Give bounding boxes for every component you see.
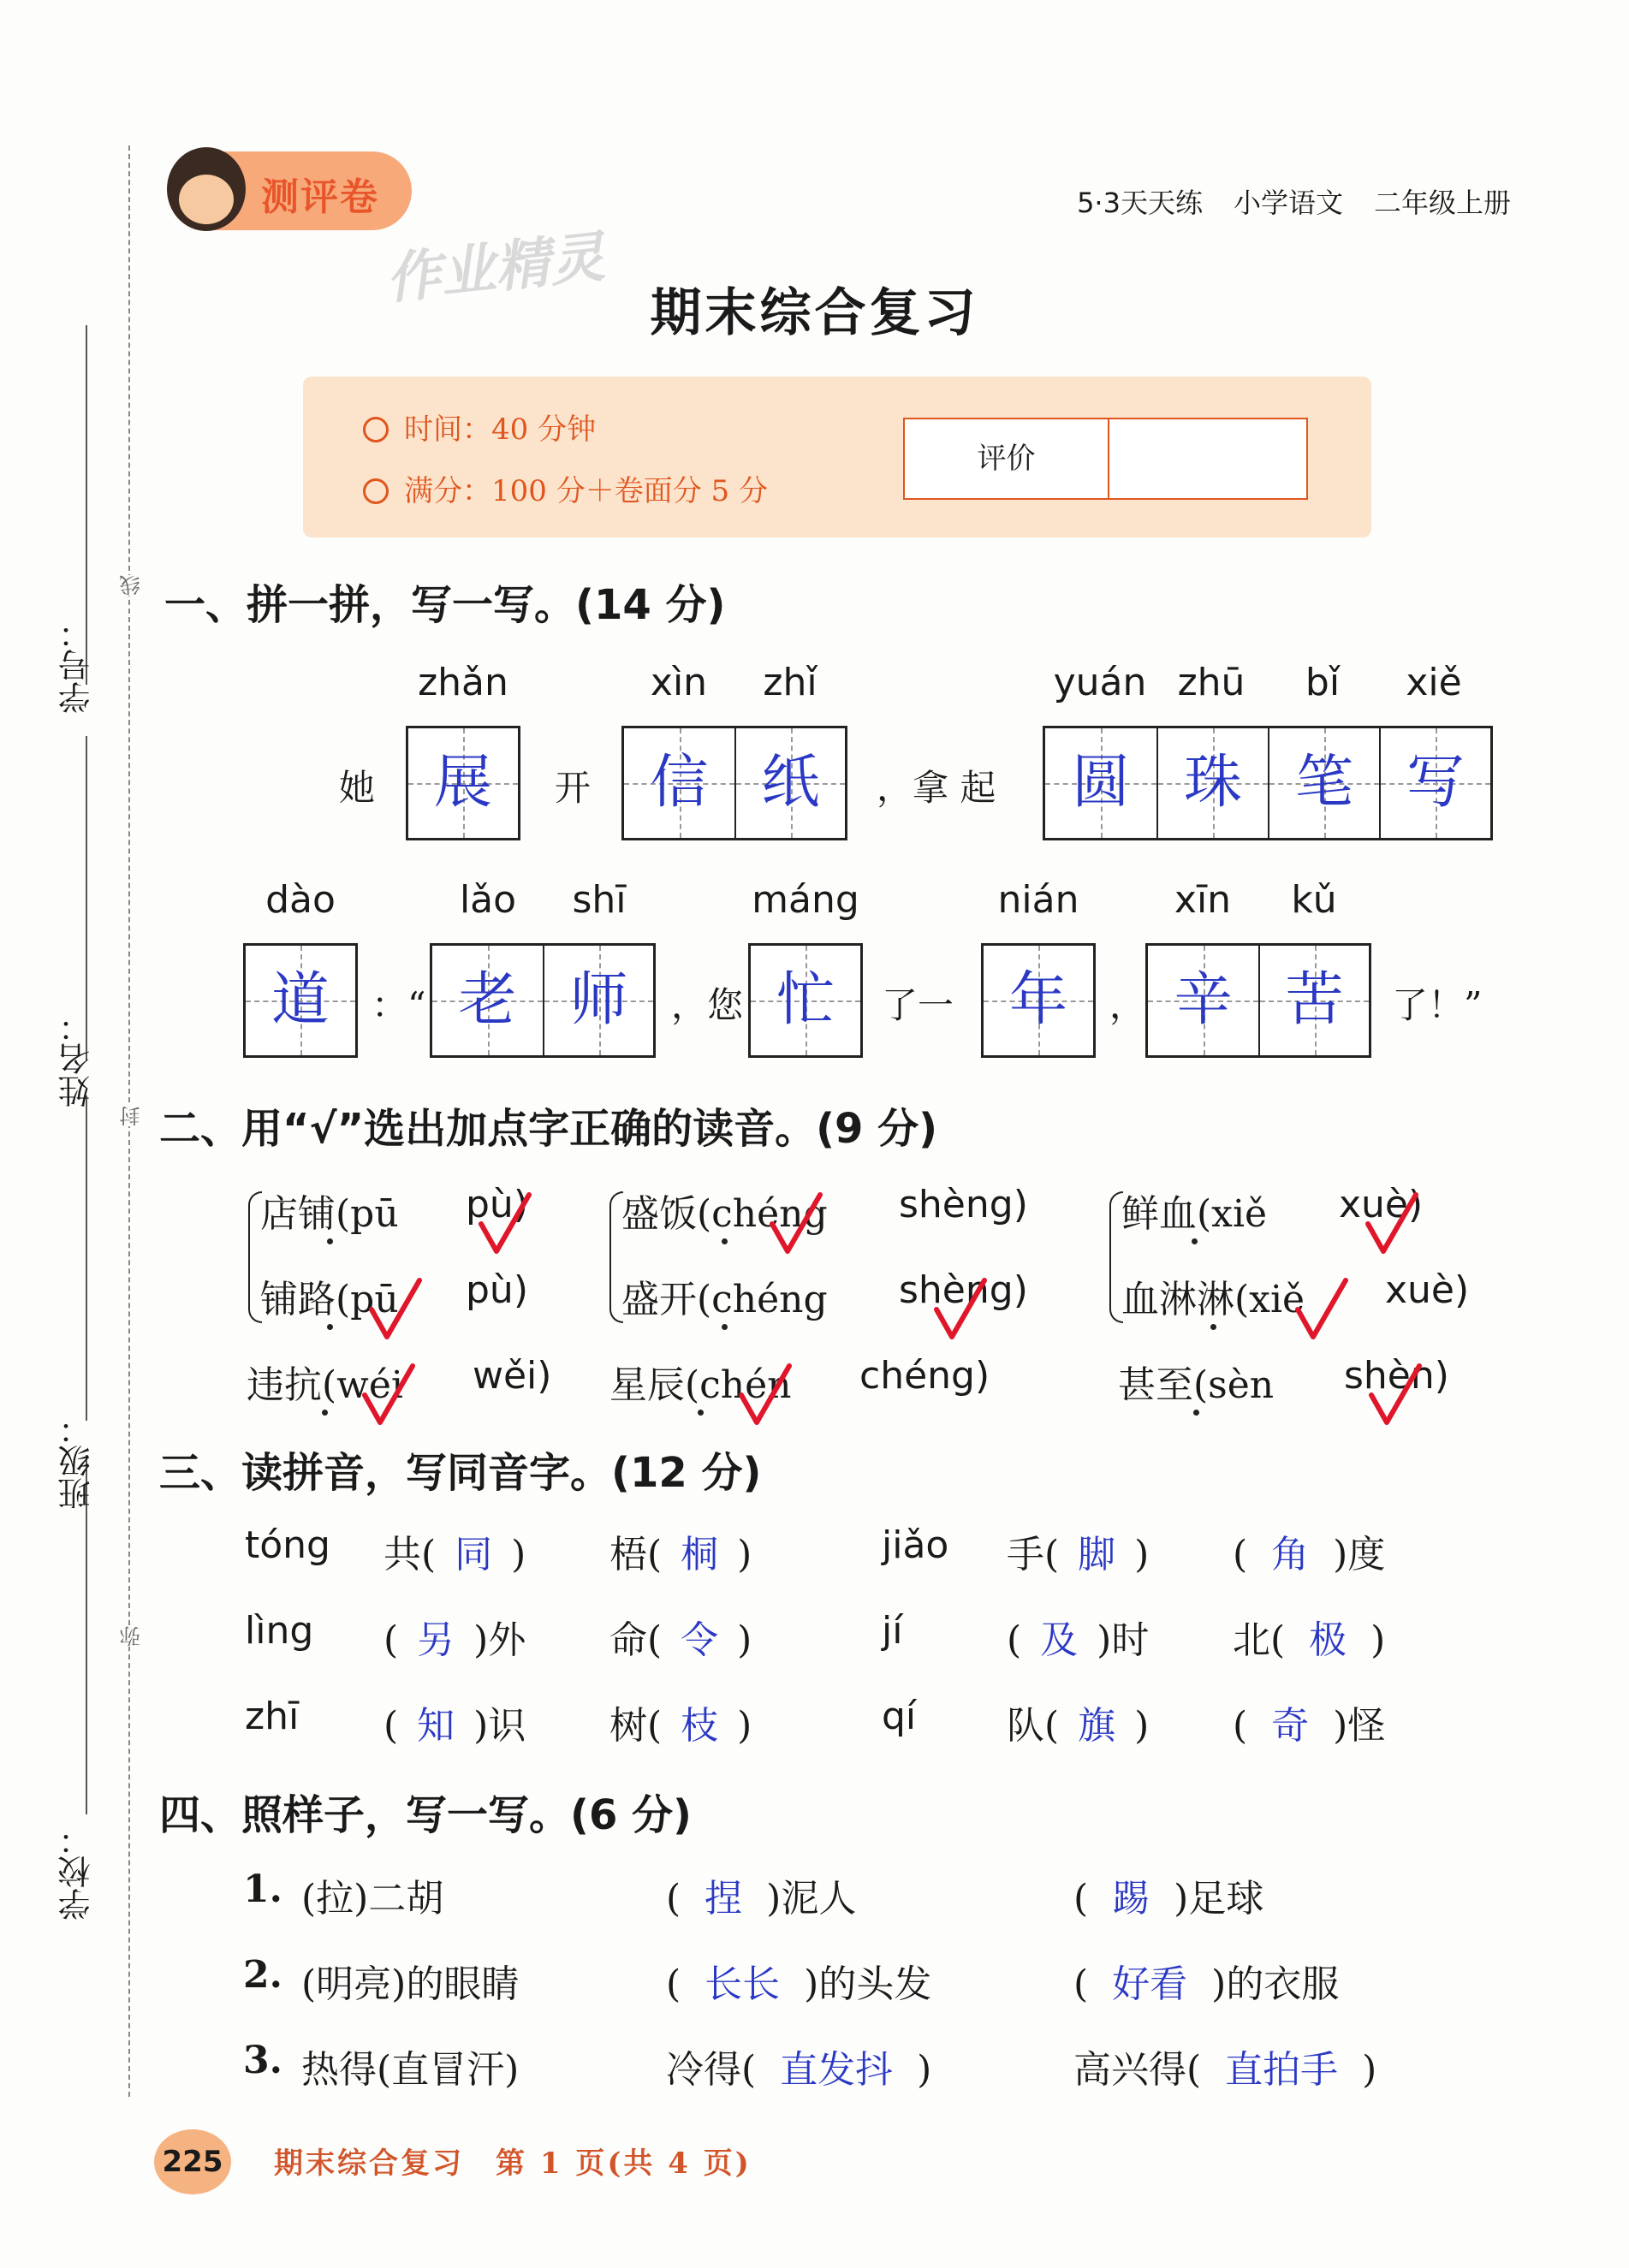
example-phrase: (明亮)的眼睛: [301, 1962, 520, 2006]
fill-phrase: ( 踢 )足球: [1073, 1877, 1264, 1921]
homophone-item: ( 及 )时: [1007, 1618, 1150, 1662]
pinyin: dào: [265, 878, 336, 922]
text: ：“: [372, 984, 426, 1026]
clock-icon: [363, 417, 389, 442]
page-number: 225: [154, 2129, 231, 2194]
reading-option: 血淋淋(xiě: [1121, 1268, 1305, 1323]
fill-phrase: ( 好看 )的衣服: [1073, 1962, 1340, 2006]
fill-phrase: ( 捏 )泥人: [666, 1877, 857, 1921]
writing-grid: [621, 726, 847, 840]
grade-name: 二年级上册: [1373, 187, 1511, 219]
reading-option: chéng): [859, 1354, 990, 1398]
check-mark-icon: [476, 1190, 536, 1258]
answer-cell: 年: [984, 946, 1093, 1055]
fill-phrase: 冷得( 直发抖 ): [666, 2048, 932, 2092]
reading-option: pù): [466, 1183, 528, 1226]
homophone-item: 树( 枝 ): [609, 1704, 752, 1748]
writing-grid: [748, 943, 863, 1058]
reading-option: 盛饭(chéng: [621, 1183, 828, 1238]
pinyin: qí: [882, 1695, 917, 1738]
writing-grid: [243, 943, 358, 1058]
check-mark-icon: [360, 1361, 419, 1429]
answer-cell: 圆: [1045, 728, 1156, 838]
reading-option: 盛开(chéng: [621, 1268, 828, 1323]
text: 开: [555, 767, 592, 809]
homophone-item: 队( 旗 ): [1007, 1704, 1150, 1748]
pinyin: xīn: [1174, 878, 1232, 922]
badge-label: 测评卷: [261, 175, 379, 219]
text: ，拿 起: [877, 767, 996, 809]
pinyin: bǐ: [1305, 661, 1341, 704]
writing-grid: [406, 726, 520, 840]
answer-cell: 信: [624, 728, 734, 838]
check-mark-icon: [1363, 1190, 1423, 1258]
cut-mark-feng: 封: [116, 1106, 146, 1126]
school-label: 学校：: [58, 1823, 96, 1921]
reading-option: shèng): [899, 1268, 1028, 1312]
check-mark-icon: [1293, 1275, 1353, 1344]
pinyin: zhī: [245, 1695, 300, 1738]
pinyin: jiǎo: [882, 1523, 949, 1567]
series-name: 5·3天天练: [1077, 187, 1203, 219]
homophone-item: ( 知 )识: [383, 1704, 526, 1748]
reading-option: 甚至(sèn: [1118, 1354, 1274, 1409]
fill-phrase: ( 长长 )的头发: [666, 1962, 932, 2006]
reading-option: 店铺(pū: [260, 1183, 399, 1238]
check-mark-icon: [767, 1190, 827, 1258]
check-mark-icon: [736, 1361, 796, 1429]
homophone-item: 共( 同 ): [383, 1533, 526, 1576]
reading-option: 鲜血(xiě: [1121, 1183, 1267, 1238]
check-mark-icon: [931, 1275, 991, 1344]
reading-option: 铺路(pū: [260, 1268, 399, 1323]
pinyin: jí: [882, 1609, 903, 1653]
homophone-item: ( 奇 )怪: [1233, 1704, 1386, 1748]
pinyin: zhǎn: [418, 661, 508, 704]
homophone-item: 北( 极 ): [1233, 1618, 1386, 1662]
reading-option: 违抗(wéi: [247, 1354, 403, 1409]
pinyin: xìn: [650, 661, 708, 704]
example-phrase: 热得(直冒汗): [301, 2048, 520, 2092]
page-title: 期末综合复习: [650, 283, 979, 343]
answer-cell: 笔: [1268, 728, 1379, 838]
reading-option: shèn): [1344, 1354, 1449, 1398]
item-number: 1.: [243, 1867, 282, 1911]
writing-grid: [1145, 943, 1371, 1058]
evaluation-label: 评价: [905, 419, 1109, 498]
text: ，您: [671, 984, 744, 1026]
section4-title: 四、照样子，写一写。(6 分): [159, 1791, 692, 1839]
writing-grid: [430, 943, 656, 1058]
name-label: 姓名：: [58, 1010, 96, 1107]
reading-option: 星辰(chén: [609, 1354, 792, 1409]
answer-cell: 纸: [734, 728, 845, 838]
answer-cell: 珠: [1156, 728, 1268, 838]
reading-option: pù): [466, 1268, 528, 1312]
footer-text: 期末综合复习 第 1 页(共 4 页): [274, 2146, 752, 2181]
reading-option: xuè): [1385, 1268, 1470, 1312]
answer-cell: 师: [543, 946, 653, 1055]
margin-line: [86, 1095, 87, 1421]
text: 她: [339, 767, 376, 809]
fill-phrase: 高兴得( 直拍手 ): [1073, 2048, 1377, 2092]
pinyin: shī: [572, 878, 627, 922]
score-info: [363, 467, 768, 509]
writing-grid: [981, 943, 1096, 1058]
subject-name: 小学语文: [1233, 187, 1343, 219]
pinyin: nián: [997, 878, 1079, 922]
text: 了！”: [1392, 984, 1483, 1026]
pinyin: lǎo: [459, 878, 517, 922]
homophone-item: ( 角 )度: [1233, 1533, 1386, 1576]
pinyin: kǔ: [1291, 878, 1337, 922]
cartoon-avatar: [167, 147, 246, 231]
answer-cell: 忙: [751, 946, 860, 1055]
homophone-item: 命( 令 ): [609, 1618, 752, 1662]
watermark: 作业精灵: [383, 225, 608, 312]
time-info: [363, 406, 596, 448]
example-phrase: (拉)二胡: [301, 1877, 444, 1921]
pinyin: xiě: [1406, 661, 1462, 704]
section3-title: 三、读拼音，写同音字。(12 分): [159, 1449, 762, 1497]
student-number-label: 学号：: [58, 616, 96, 714]
pinyin: yuán: [1053, 661, 1147, 704]
book-header: [1046, 181, 1511, 221]
text: ，: [1109, 984, 1146, 1026]
score-text: 满分：100 分＋卷面分 5 分: [404, 474, 768, 508]
answer-cell: 苦: [1258, 946, 1369, 1055]
reading-option: xuè): [1339, 1183, 1424, 1226]
reading-option: shèng): [899, 1183, 1028, 1226]
answer-cell: 展: [408, 728, 518, 838]
homophone-item: ( 另 )外: [383, 1618, 526, 1662]
check-mark-icon: [366, 1275, 426, 1344]
check-circle-icon: [363, 478, 389, 504]
answer-cell: 辛: [1148, 946, 1258, 1055]
homophone-item: 梧( 桐 ): [609, 1533, 752, 1576]
section1-title: 一、拼一拼，写一写。(14 分): [164, 581, 726, 629]
answer-cell: 写: [1379, 728, 1490, 838]
pinyin: máng: [752, 878, 859, 922]
reading-option: wěi): [473, 1354, 552, 1398]
text: 了一: [882, 984, 954, 1026]
section2-title: 二、用“√”选出加点字正确的读音。(9 分): [159, 1105, 938, 1153]
pinyin: tóng: [245, 1523, 330, 1567]
cut-mark-mi: 弥: [116, 1626, 146, 1647]
pinyin: lìng: [245, 1609, 314, 1653]
class-label: 班级：: [58, 1412, 96, 1510]
cut-mark-xian: 线: [116, 575, 146, 596]
item-number: 2.: [243, 1953, 282, 1997]
check-mark-icon: [1366, 1361, 1426, 1429]
homophone-item: 手( 脚 ): [1007, 1533, 1150, 1576]
answer-cell: 道: [246, 946, 355, 1055]
writing-grid: [1043, 726, 1493, 840]
time-text: 时间：40 分钟: [404, 413, 597, 447]
item-number: 3.: [243, 2039, 282, 2082]
evaluation-box: [903, 418, 1308, 500]
pinyin: zhū: [1177, 661, 1246, 704]
answer-cell: 老: [432, 946, 543, 1055]
pinyin: zhǐ: [763, 661, 817, 704]
